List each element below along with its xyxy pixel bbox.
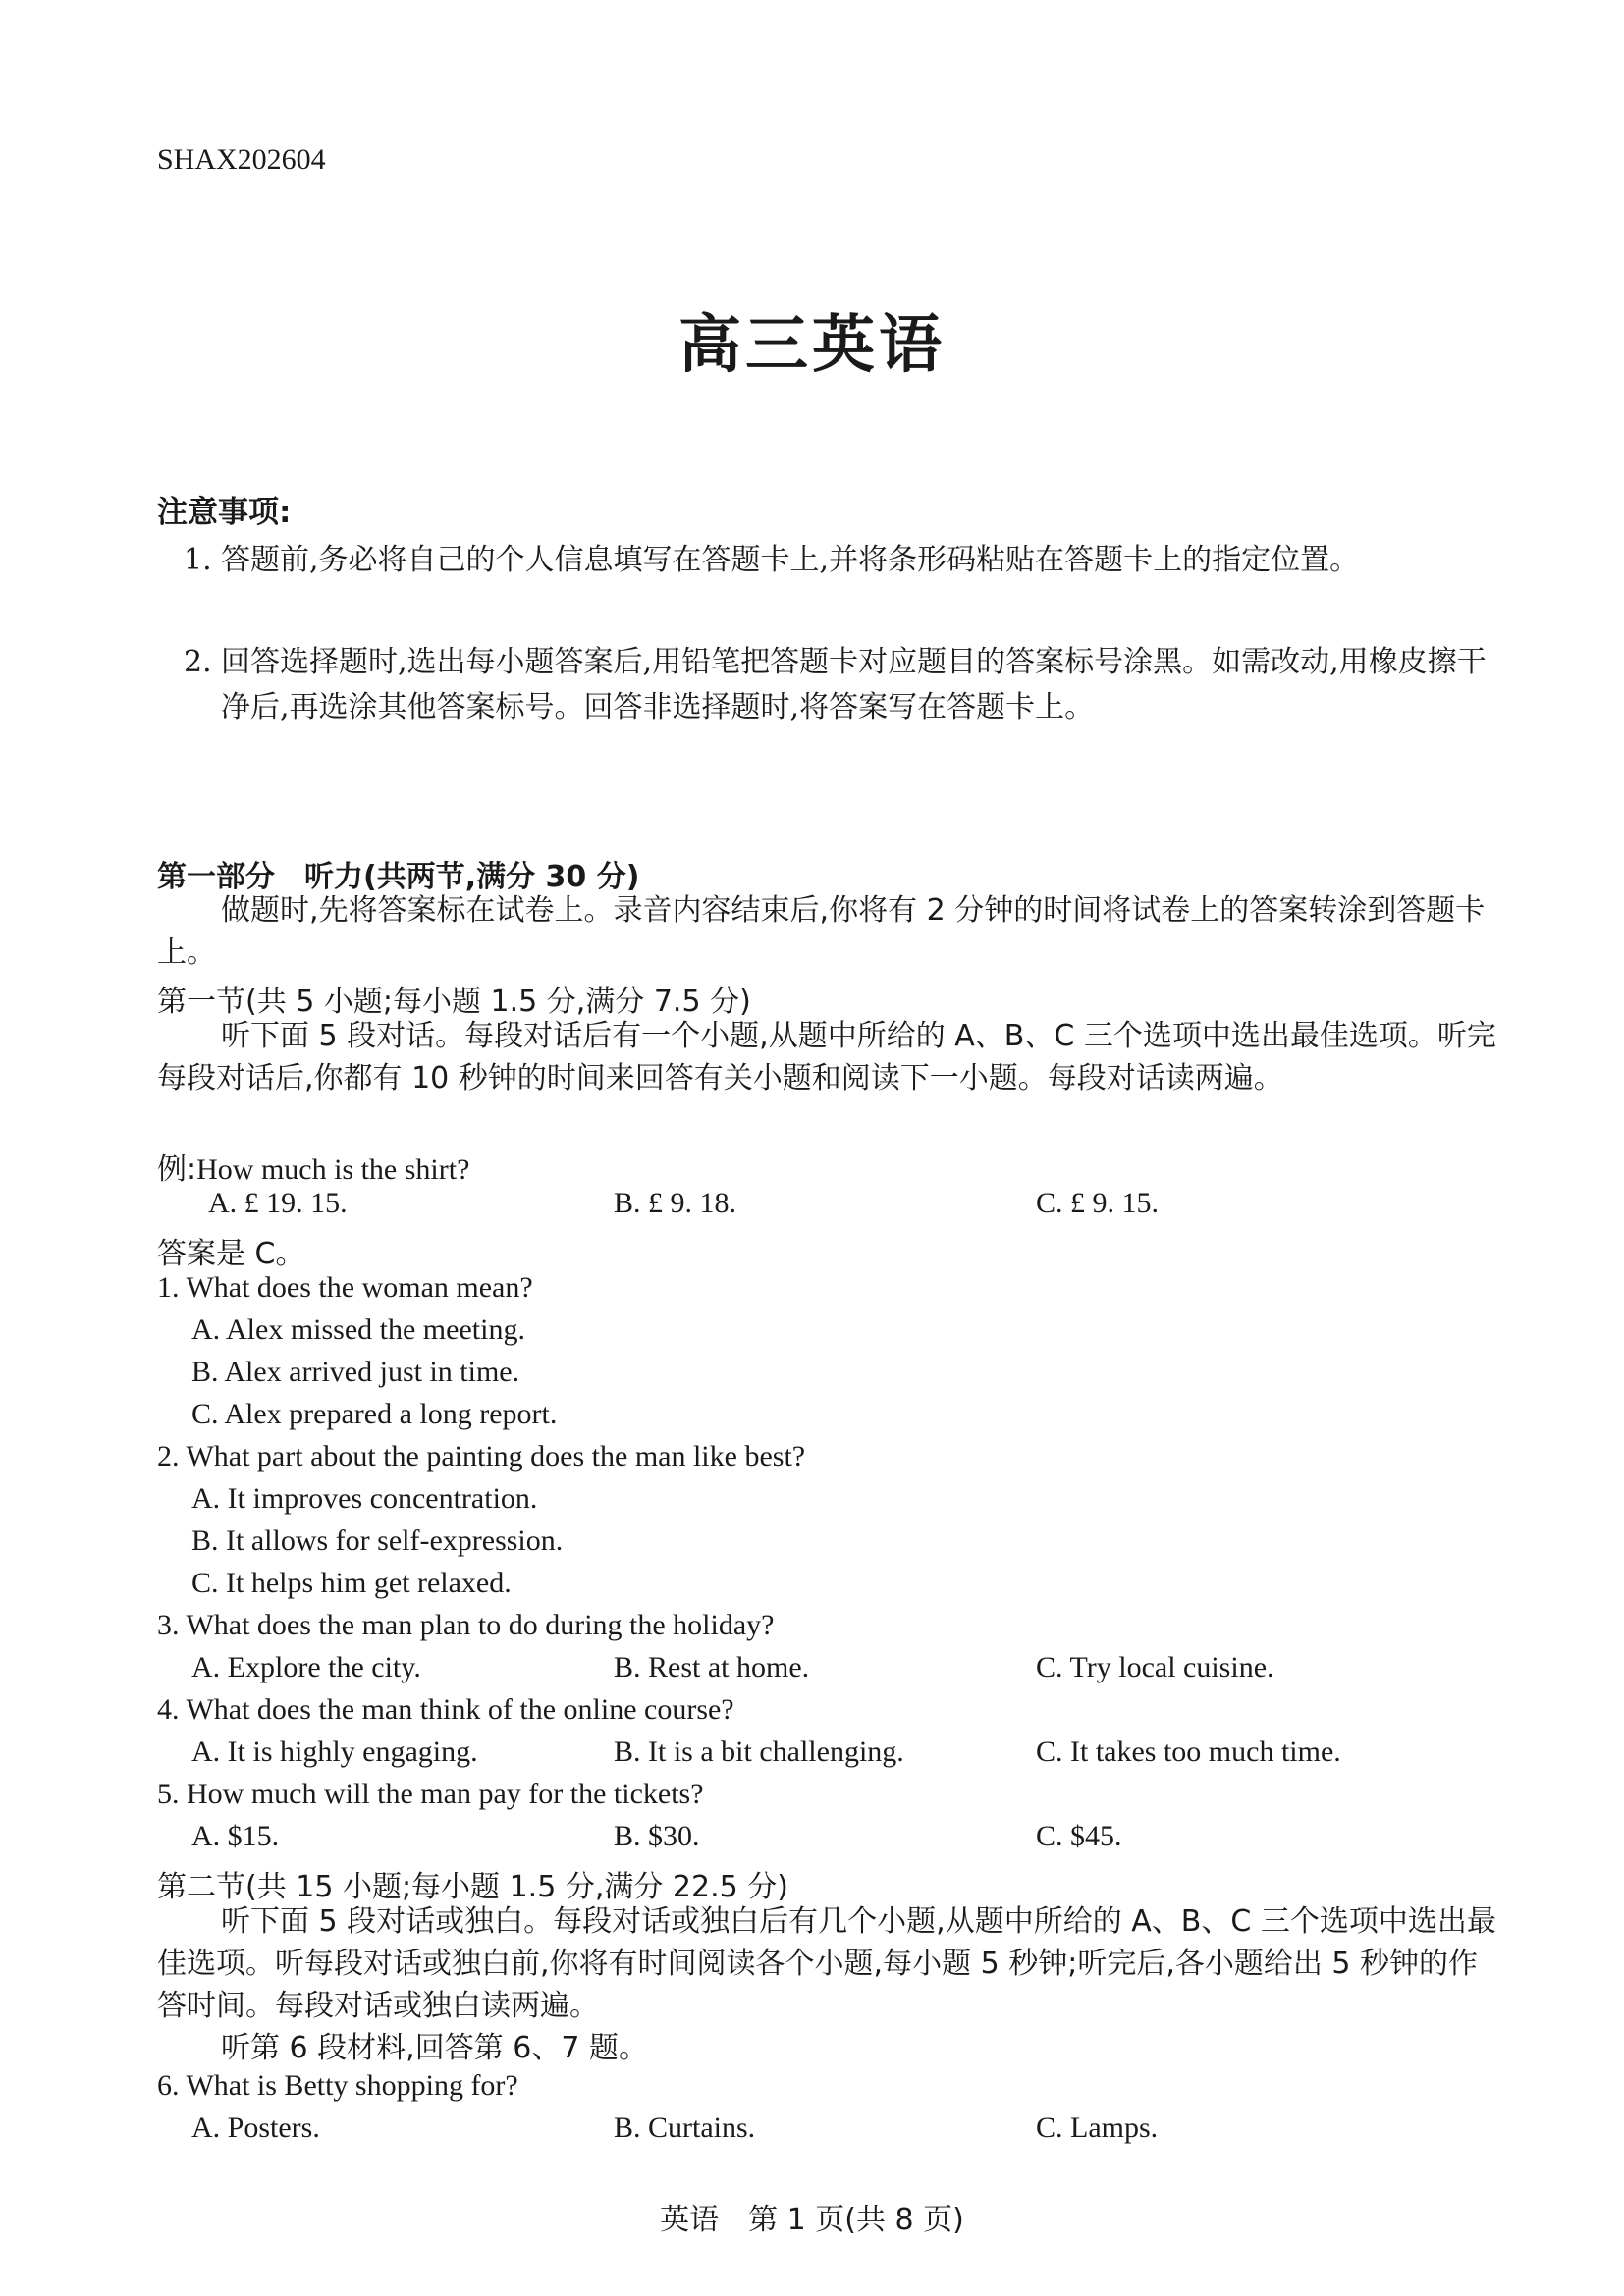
example-option-c: C. £ 9. 15. — [1036, 1187, 1160, 1219]
question-5: 5. How much will the man pay for the tickets? — [157, 1778, 704, 1810]
q6-option-a: A. Posters. — [191, 2111, 320, 2144]
q6-option-b: B. Curtains. — [614, 2111, 756, 2144]
notice-text: 答题前,务必将自己的个人信息填写在答题卡上,并将条形码粘贴在答题卡上的指定位置。 — [221, 543, 1360, 577]
q5-option-c: C. $45. — [1036, 1820, 1122, 1852]
q5-option-a: A. $15. — [191, 1820, 280, 1852]
part1-intro — [157, 889, 1497, 974]
notice-text: 回答选择题时,选出每小题答案后,用铅笔把答题卡对应题目的答案标号涂黑。如需改动,用橡皮擦干净后,再选涂其他答案标号。回答非选择题时,将答案写在答题卡上。 — [221, 645, 1487, 724]
part1-intro-text: 做题时,先将答案标在试卷上。录音内容结束后,你将有 2 分钟的时间将试卷上的答案转涂到答题卡上。 — [157, 893, 1486, 970]
page-title: 高三英语 — [678, 309, 946, 382]
section2-material-text: 听第 6 段材料,回答第 6、7 题。 — [221, 2031, 648, 2065]
section1-intro-text: 听下面 5 段对话。每段对话后有一个小题,从题中所给的 A、B、C 三个选项中选出最佳选项。听完每段对话后,你都有 10 秒钟的时间来回答有关小题和阅读下一小题。每段对话读两遍。 — [157, 1019, 1496, 1095]
example-answer: 答案是 C。 — [157, 1237, 305, 1271]
question-6: 6. What is Betty shopping for? — [157, 2069, 518, 2102]
q4-option-c: C. It takes too much time. — [1036, 1735, 1341, 1768]
q5-option-b: B. $30. — [614, 1820, 700, 1852]
section2-intro-text: 听下面 5 段对话或独白。每段对话或独白后有几个小题,从题中所给的 A、B、C 三个选项中选出最佳选项。听每段对话或独白前,你将有时间阅读各个小题,每小题 5 秒钟;听完后,各小题给出 5 秒钟的作答时间。每段对话或独白读两遍。 — [157, 1904, 1496, 2023]
notice-number: 1. — [184, 543, 212, 577]
example-question — [157, 1145, 469, 1188]
notice-number: 2. — [184, 645, 212, 679]
q2-option-a: A. It improves concentration. — [191, 1482, 538, 1515]
q4-option-a: A. It is highly engaging. — [191, 1735, 478, 1768]
example-prefix: 例: — [157, 1152, 197, 1187]
q1-option-c: C. Alex prepared a long report. — [191, 1398, 558, 1430]
q3-option-c: C. Try local cuisine. — [1036, 1651, 1274, 1683]
q3-option-b: B. Rest at home. — [614, 1651, 810, 1683]
question-1: 1. What does the woman mean? — [157, 1271, 533, 1304]
example-text: How much is the shirt? — [196, 1153, 470, 1186]
question-3: 3. What does the man plan to do during the holiday? — [157, 1609, 775, 1641]
notice-item-2 — [184, 640, 1497, 730]
section1-intro — [157, 1015, 1497, 1099]
question-2: 2. What part about the painting does the man like best? — [157, 1440, 806, 1472]
q2-option-c: C. It helps him get relaxed. — [191, 1567, 512, 1599]
example-option-b: B. £ 9. 18. — [614, 1187, 737, 1219]
notice-heading: 注意事项: — [157, 495, 292, 530]
q4-option-b: B. It is a bit challenging. — [614, 1735, 904, 1768]
section2-heading: 第二节(共 15 小题;每小题 1.5 分,满分 22.5 分) — [157, 1870, 788, 1904]
notice-item-1 — [184, 538, 1497, 583]
question-4: 4. What does the man think of the online course? — [157, 1693, 734, 1726]
part1-heading: 第一部分 听力(共两节,满分 30 分) — [157, 860, 640, 894]
q1-option-b: B. Alex arrived just in time. — [191, 1356, 520, 1388]
exam-code: SHAX202604 — [157, 143, 326, 176]
section2-intro — [157, 1900, 1497, 2027]
section1-heading: 第一节(共 5 小题;每小题 1.5 分,满分 7.5 分) — [157, 985, 751, 1019]
q6-option-c: C. Lamps. — [1036, 2111, 1159, 2144]
example-option-a: A. £ 19. 15. — [208, 1187, 348, 1219]
q1-option-a: A. Alex missed the meeting. — [191, 1313, 525, 1346]
section2-material — [157, 2027, 1497, 2069]
q3-option-a: A. Explore the city. — [191, 1651, 421, 1683]
page-footer: 英语 第 1 页(共 8 页) — [660, 2203, 964, 2237]
q2-option-b: B. It allows for self-expression. — [191, 1524, 564, 1557]
